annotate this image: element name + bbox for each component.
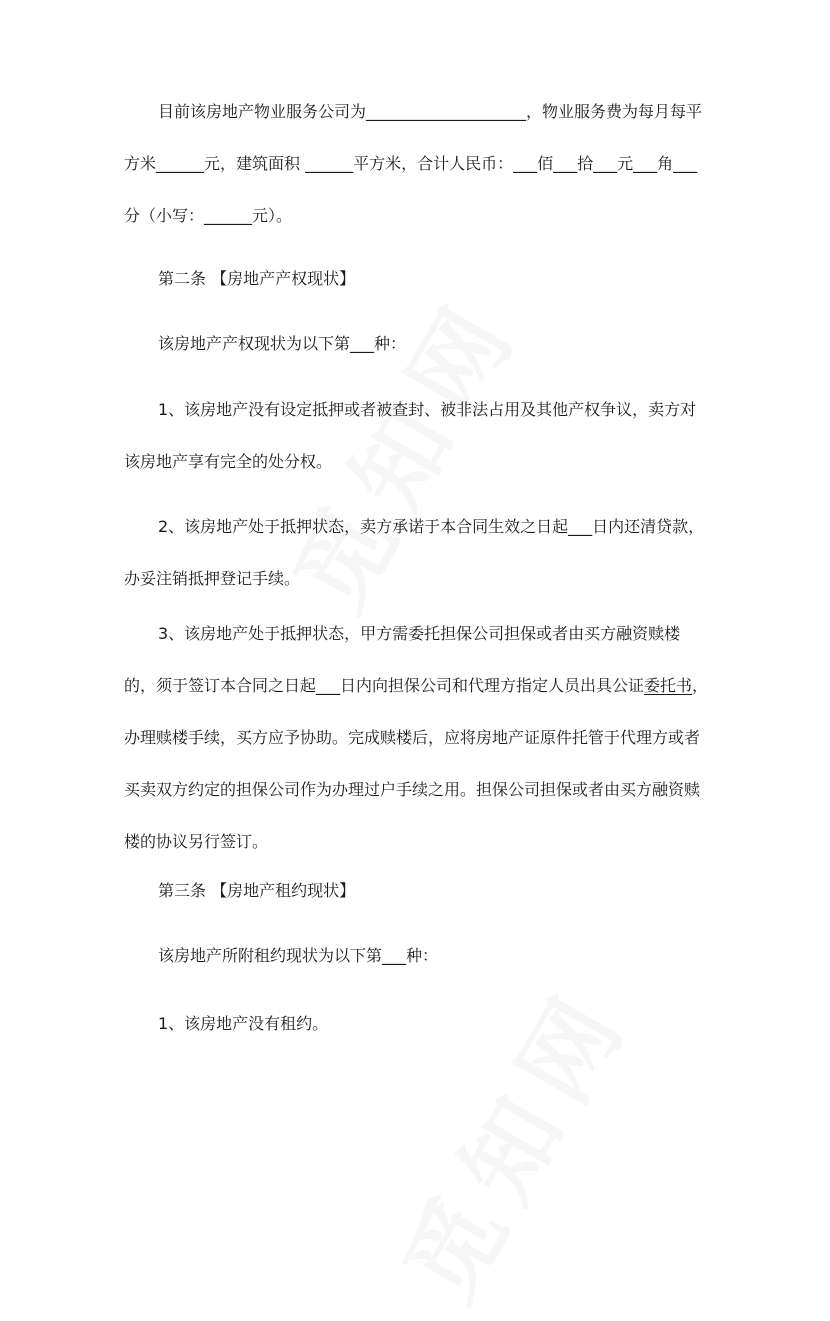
article-2-item-3-text-b: ，办理赎楼手续，买方应予协助。完成赎楼后，应将房地产证原件托管于代理方或者买卖双方约定的担保公司作为办理过户手续之用。担保公司担保或者由买方融资赎楼的协议另行签订。 xyxy=(124,676,709,851)
article-2-item-3 xyxy=(124,608,710,868)
paragraph-property-service: 目前该房地产物业服务公司为____________________，物业服务费为每月每平方米______元，建筑面积 ______平方米，合计人民币：___佰___拾___元___角___分（小写：______元）。 xyxy=(124,102,703,225)
article-2-item-2: 2、该房地产处于抵押状态，卖方承诺于本合同生效之日起___日内还清贷款，办妥注销抵押登记手续。 xyxy=(124,517,705,588)
article-2-intro: 该房地产产权现状为以下第___种： xyxy=(158,334,407,353)
article-2-item-3-text-a: 3、该房地产处于抵押状态，甲方需委托担保公司担保或者由买方融资赎楼的，须于签订本合同之日起___日内向担保公司和代理方指定人员出具公证 xyxy=(124,624,681,695)
article-3-item-1: 1、该房地产没有租约。 xyxy=(158,1014,329,1033)
article-3-title: 第三条 【房地产租约现状】 xyxy=(158,881,356,900)
power-of-attorney-link[interactable]: 委托书 xyxy=(644,676,693,695)
article-2-item-1: 1、该房地产没有设定抵押或者被查封、被非法占用及其他产权争议，卖方对该房地产享有完全的处分权。 xyxy=(124,400,697,471)
article-3-intro: 该房地产所附租约现状为以下第___种： xyxy=(158,946,439,965)
article-2-title: 第二条 【房地产产权现状】 xyxy=(158,269,356,288)
